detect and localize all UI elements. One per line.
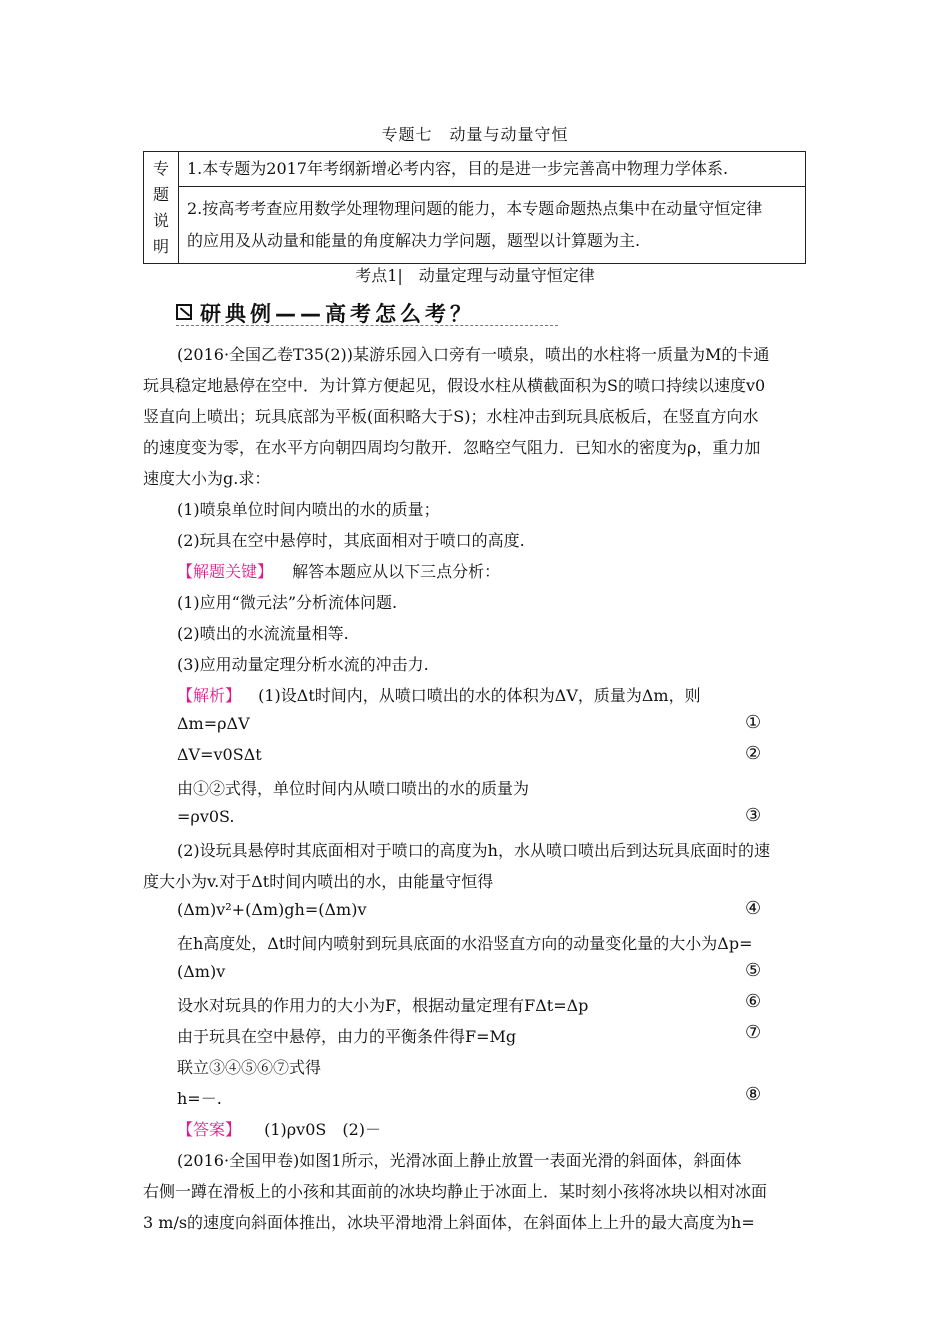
banner-text: 研典例——高考怎么考？ xyxy=(200,302,475,326)
problem1-line: (2016·全国乙卷T35(2))某游乐园入口旁有一喷泉，喷出的水柱将一质量为M的卡通 xyxy=(177,345,770,364)
analysis-label: 【解析】 xyxy=(177,686,242,705)
topic-note-1: 1.本专题为2017年考纲新增必考内容，目的是进一步完善高中物理力学体系. xyxy=(179,152,806,187)
topic-note-2: 2.按高考考查应用数学处理物理问题的能力，本专题命题热点集中在动量守恒定律 的应用及从动量和能量的角度解决力学问题，题型以计算题为主. xyxy=(179,187,806,264)
question-1: (1)喷泉单位时间内喷出的水的质量； xyxy=(177,500,440,519)
key-point: (1)应用“微元法”分析流体问题. xyxy=(177,593,398,612)
analysis-text: 由①②式得，单位时间内从喷口喷出的水的质量为 xyxy=(177,779,530,798)
question-2: (2)玩具在空中悬停时，其底面相对于喷口的高度. xyxy=(177,531,525,550)
topic-side-label: 专 题 说 明 xyxy=(144,152,179,264)
answer-line xyxy=(177,1117,381,1140)
checkbox-icon xyxy=(176,304,192,320)
analysis-line xyxy=(177,683,701,706)
equation-mark: ③ xyxy=(745,805,762,826)
equation-8: h=－. xyxy=(177,1089,222,1108)
dashed-divider xyxy=(176,325,558,326)
page-title: 专题七 动量与动量守恒 xyxy=(381,125,569,144)
analysis-text: 在h高度处，Δt时间内喷射到玩具底面的水沿竖直方向的动量变化量的大小为Δp= xyxy=(177,934,753,953)
analysis-text: (2)设玩具悬停时其底面相对于喷口的高度为h，水从喷口喷出后到达玩具底面时的速 xyxy=(177,841,770,860)
key-point: (2)喷出的水流流量相等. xyxy=(177,624,349,643)
equation-4: (Δm)v²+(Δm)gh=(Δm)v xyxy=(177,900,367,919)
problem2-line: (2016·全国甲卷)如图1所示，光滑冰面上静止放置一表面光滑的斜面体，斜面体 xyxy=(177,1151,742,1170)
key-point: (3)应用动量定理分析水流的冲击力. xyxy=(177,655,429,674)
section-heading: 考点1| 动量定理与动量守恒定律 xyxy=(355,266,595,285)
equation-2: ΔV=v0SΔt xyxy=(177,745,262,764)
key-label: 【解题关键】 xyxy=(177,562,274,581)
problem1-line: 的速度变为零，在水平方向朝四周均匀散开．忽略空气阻力．已知水的密度为ρ，重力加 xyxy=(143,438,761,457)
problem1-line: 玩具稳定地悬停在空中．为计算方便起见，假设水柱从横截面积为S的喷口持续以速度v0 xyxy=(143,376,766,395)
key-line xyxy=(177,559,500,582)
equation-3: =ρv0S. xyxy=(177,807,235,826)
key-intro: 解答本题应从以下三点分析： xyxy=(292,562,501,581)
analysis-text: (1)设Δt时间内，从喷口喷出的水的体积为ΔV，质量为Δm，则 xyxy=(258,686,701,705)
problem2-line: 3 m/s的速度向斜面体推出，冰块平滑地滑上斜面体，在斜面体上上升的最大高度为h= xyxy=(143,1213,755,1232)
problem2-line: 右侧一蹲在滑板上的小孩和其面前的冰块均静止于冰面上．某时刻小孩将冰块以相对冰面 xyxy=(143,1182,768,1201)
analysis-text: 设水对玩具的作用力的大小为F，根据动量定理有FΔt=Δp xyxy=(177,996,589,1015)
equation-1: Δm=ρΔV xyxy=(177,714,250,733)
topic-info-table xyxy=(143,151,806,264)
equation-mark: ⑧ xyxy=(745,1084,762,1105)
equation-mark: ④ xyxy=(745,898,762,919)
equation-5: (Δm)v xyxy=(177,962,226,981)
equation-mark: ① xyxy=(745,712,762,733)
problem1-line: 速度大小为g.求： xyxy=(143,469,271,488)
analysis-text: 由于玩具在空中悬停，由力的平衡条件得F=Mg xyxy=(177,1027,517,1046)
analysis-text: 联立③④⑤⑥⑦式得 xyxy=(177,1058,322,1077)
answer-text: (1)ρv0S (2)－ xyxy=(264,1120,382,1139)
equation-mark: ② xyxy=(745,743,762,764)
answer-label: 【答案】 xyxy=(177,1120,242,1139)
equation-mark: ⑤ xyxy=(745,960,762,981)
equation-mark: ⑥ xyxy=(745,991,762,1012)
example-banner xyxy=(176,298,558,326)
analysis-text: 度大小为v.对于Δt时间内喷出的水，由能量守恒得 xyxy=(143,872,494,891)
equation-mark: ⑦ xyxy=(745,1022,762,1043)
problem1-line: 竖直向上喷出；玩具底部为平板(面积略大于S)；水柱冲击到玩具底板后，在竖直方向水 xyxy=(143,407,759,426)
